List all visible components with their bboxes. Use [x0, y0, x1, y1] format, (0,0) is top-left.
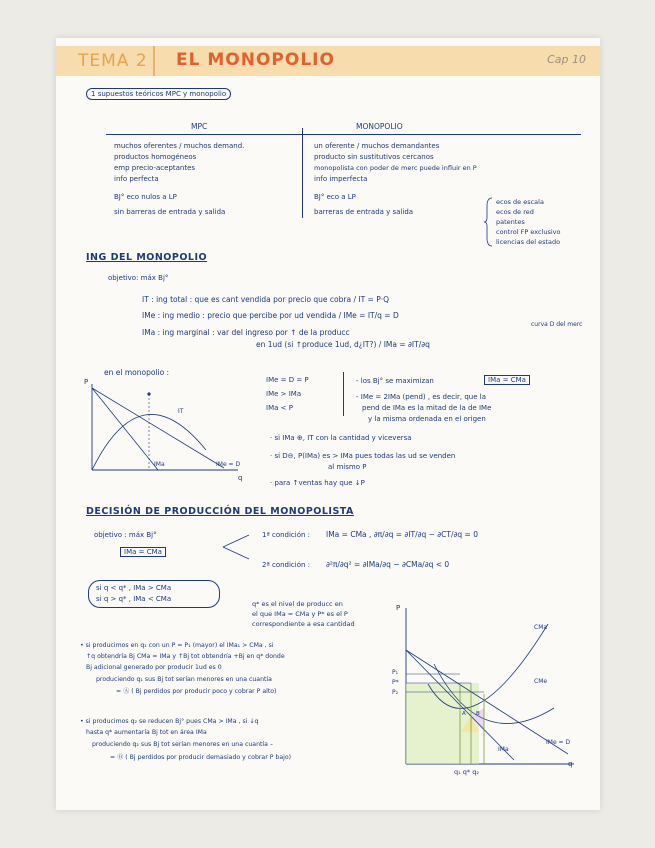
- chapter-ref: Cap 10: [547, 53, 586, 66]
- monop-item: info imperfecta: [314, 175, 368, 183]
- eq-divider: [343, 372, 344, 416]
- monop-item: monopolista con poder de merc puede influir en P: [314, 164, 477, 172]
- maxim-note: - los Bj° se maximizan: [356, 377, 434, 385]
- d-negative-note: · si D⊖, P(IMa) es > IMa pues todas las ud se venden: [270, 452, 456, 460]
- g2-ime-label: IMe = D: [546, 739, 571, 746]
- qstar-def-3: correspondiente a esa cantidad: [252, 620, 355, 628]
- eq-ima-lt-p: IMa < P: [266, 404, 293, 412]
- banner-divider: [153, 46, 155, 76]
- d-negative-note-2: al mismo P: [328, 463, 367, 471]
- g2-p2-label: P₂: [392, 689, 399, 696]
- g2-q-ticks: q₁ q* q₂: [454, 768, 479, 776]
- section1-text: supuestos teóricos MPC y monopolio: [97, 90, 227, 98]
- case-q1-3: Bj adicional generado por producir 1ud es 0: [86, 664, 222, 671]
- mpc-item: BJ° eco nulos a LP: [114, 193, 177, 201]
- g1-p-axis: P: [84, 378, 89, 386]
- ing-objetivo: objetivo: máx Bj°: [108, 274, 169, 282]
- enmonop-label: en el monopolio :: [104, 368, 170, 377]
- case-q2-3: produciendo q₂ sus Bj tot serían menores en una cuantía –: [92, 741, 273, 748]
- mpc-item: productos homogéneos: [114, 153, 197, 161]
- mpc-item: emp precio-aceptantes: [114, 164, 196, 172]
- cond1-formula: IMa = CMa , ∂π/∂q = ∂IT/∂q − ∂CT/∂q = 0: [326, 530, 478, 539]
- barrier-item: ecos de escala: [496, 198, 544, 206]
- monop-item: BJ° eco a LP: [314, 193, 356, 201]
- cond2-formula: ∂²π/∂q² = ∂IMa/∂q − ∂CMa/∂q < 0: [326, 560, 450, 569]
- g2-pstar-label: P*: [392, 679, 399, 686]
- ima-def: IMa : ing marginal : var del ingreso por ↑ de la producc: [142, 328, 350, 337]
- section1-number: 1: [91, 90, 96, 98]
- ima-def-2: en 1ud (si ↑produce 1ud, d¿IT?) / IMa = ∂IT/∂q: [256, 340, 430, 349]
- monop-item: barreras de entrada y salida: [314, 208, 414, 216]
- case-q1-4: produciendo q₁ sus Bj tot serían menores en una cuantía: [96, 676, 272, 683]
- case-q2-2: hasta q* aumentaría Bj tot en área IMa: [86, 729, 207, 736]
- ima-positive-note: · si IMa ⊕, IT con la cantidad y viceversa: [270, 434, 412, 442]
- qstar-def-2: el que IMa = CMa y P* es el P: [252, 610, 348, 618]
- col-monopolio: MONOPOLIO: [356, 122, 403, 131]
- g2-p1-label: P₁: [392, 669, 399, 676]
- ing-title: ING DEL MONOPOLIO: [86, 252, 208, 263]
- barrier-item: licencias del estado: [496, 238, 561, 246]
- table-vline: [302, 128, 303, 218]
- note-page: [56, 38, 600, 810]
- g2-ima-label: IMa: [498, 746, 509, 753]
- barrier-item: ecos de red: [496, 208, 534, 216]
- tema-label: TEMA 2: [78, 51, 148, 71]
- g2-cme-label: CMe: [534, 678, 548, 685]
- monop-item: un oferente / muchos demandantes: [314, 142, 440, 150]
- decision-title: DECISIÓN DE PRODUCCIÓN DEL MONOPOLISTA: [86, 506, 354, 517]
- section1-title: [86, 88, 231, 100]
- g2-cma-label: CMa: [534, 624, 548, 631]
- eq-ime-d-p: IMe = D = P: [266, 376, 309, 384]
- ime-note: curva D del merc: [531, 321, 583, 328]
- g1-it-label: IT: [178, 408, 184, 415]
- slope-note-1: - IMe = 2IMa (pend) , es decir, que la: [356, 393, 487, 401]
- case-q1-1: • si producimos en q₁ con un P = P₁ (mayor) el IMa₁ > CMa , si: [80, 642, 274, 649]
- mpc-item: muchos oferentes / muchos demand.: [114, 142, 245, 150]
- g2-q-axis: q: [568, 760, 573, 768]
- mpc-item: sin barreras de entrada y salida: [114, 208, 226, 216]
- g2-p-axis: P: [396, 604, 401, 612]
- production-decision-graph: [398, 604, 578, 778]
- g1-q-axis: q: [238, 474, 243, 482]
- ventas-note: · para ↑ventas hay que ↓P: [270, 479, 365, 487]
- it-def: IT : ing total : que es cant vendida por precio que cobra / IT = P·Q: [142, 295, 390, 304]
- mpc-item: info perfecta: [114, 175, 159, 183]
- case-q2-4: = Ⓑ ( Bj perdidos por producir demasiado y cobrar P bajo): [110, 754, 292, 761]
- case-q1-5: = Ⓐ ( Bj perdidos por producir poco y cobrar P alto): [116, 688, 277, 695]
- col-mpc: MPC: [191, 122, 208, 131]
- page-title: EL MONOPOLIO: [176, 50, 335, 70]
- eq-ime-gt-ima: IMe > IMa: [266, 390, 302, 398]
- ime-def: IMe : ing medio : precio que percibe por ud vendida / IMe = IT/q = D: [142, 311, 399, 320]
- case-q1-2: ↑q obtendría Bj CMa = IMa y ↑Bj tot obtendría +Bj en q* donde: [86, 653, 285, 660]
- slope-note-3: y la misma ordenada en el origen: [368, 415, 486, 423]
- g2-area-b: B: [476, 711, 480, 717]
- barrier-item: patentes: [496, 218, 525, 226]
- g1-ime-label: IMe = D: [216, 461, 241, 468]
- decision-objetivo: objetivo : máx Bj°: [94, 531, 157, 539]
- table-hline: [106, 134, 581, 135]
- case-q2-1: • si producimos q₂ se reducen Bj° pues CMa > IMa , si ↓q: [80, 718, 259, 725]
- decision-objbox: IMa = CMa: [120, 547, 166, 557]
- case-above: si q > q* , IMa < CMa: [96, 595, 172, 603]
- barrier-item: control FP exclusivo: [496, 228, 561, 236]
- maxim-box: IMa = CMa: [484, 375, 530, 385]
- slope-note-2: pend de IMa es la mitad de la de IMe: [362, 404, 492, 412]
- g1-ima-label: IMa: [154, 461, 165, 468]
- conditions-branch: [221, 532, 251, 562]
- g2-area-a: A: [462, 711, 466, 717]
- qstar-def-1: q* es el nivel de producc en: [252, 600, 343, 608]
- barriers-brace: [484, 196, 494, 248]
- cond2-label: 2ª condición :: [262, 561, 311, 569]
- case-below: si q < q* , IMa > CMa: [96, 584, 172, 592]
- monop-item: producto sin sustitutivos cercanos: [314, 153, 434, 161]
- cond1-label: 1ª condición :: [262, 531, 311, 539]
